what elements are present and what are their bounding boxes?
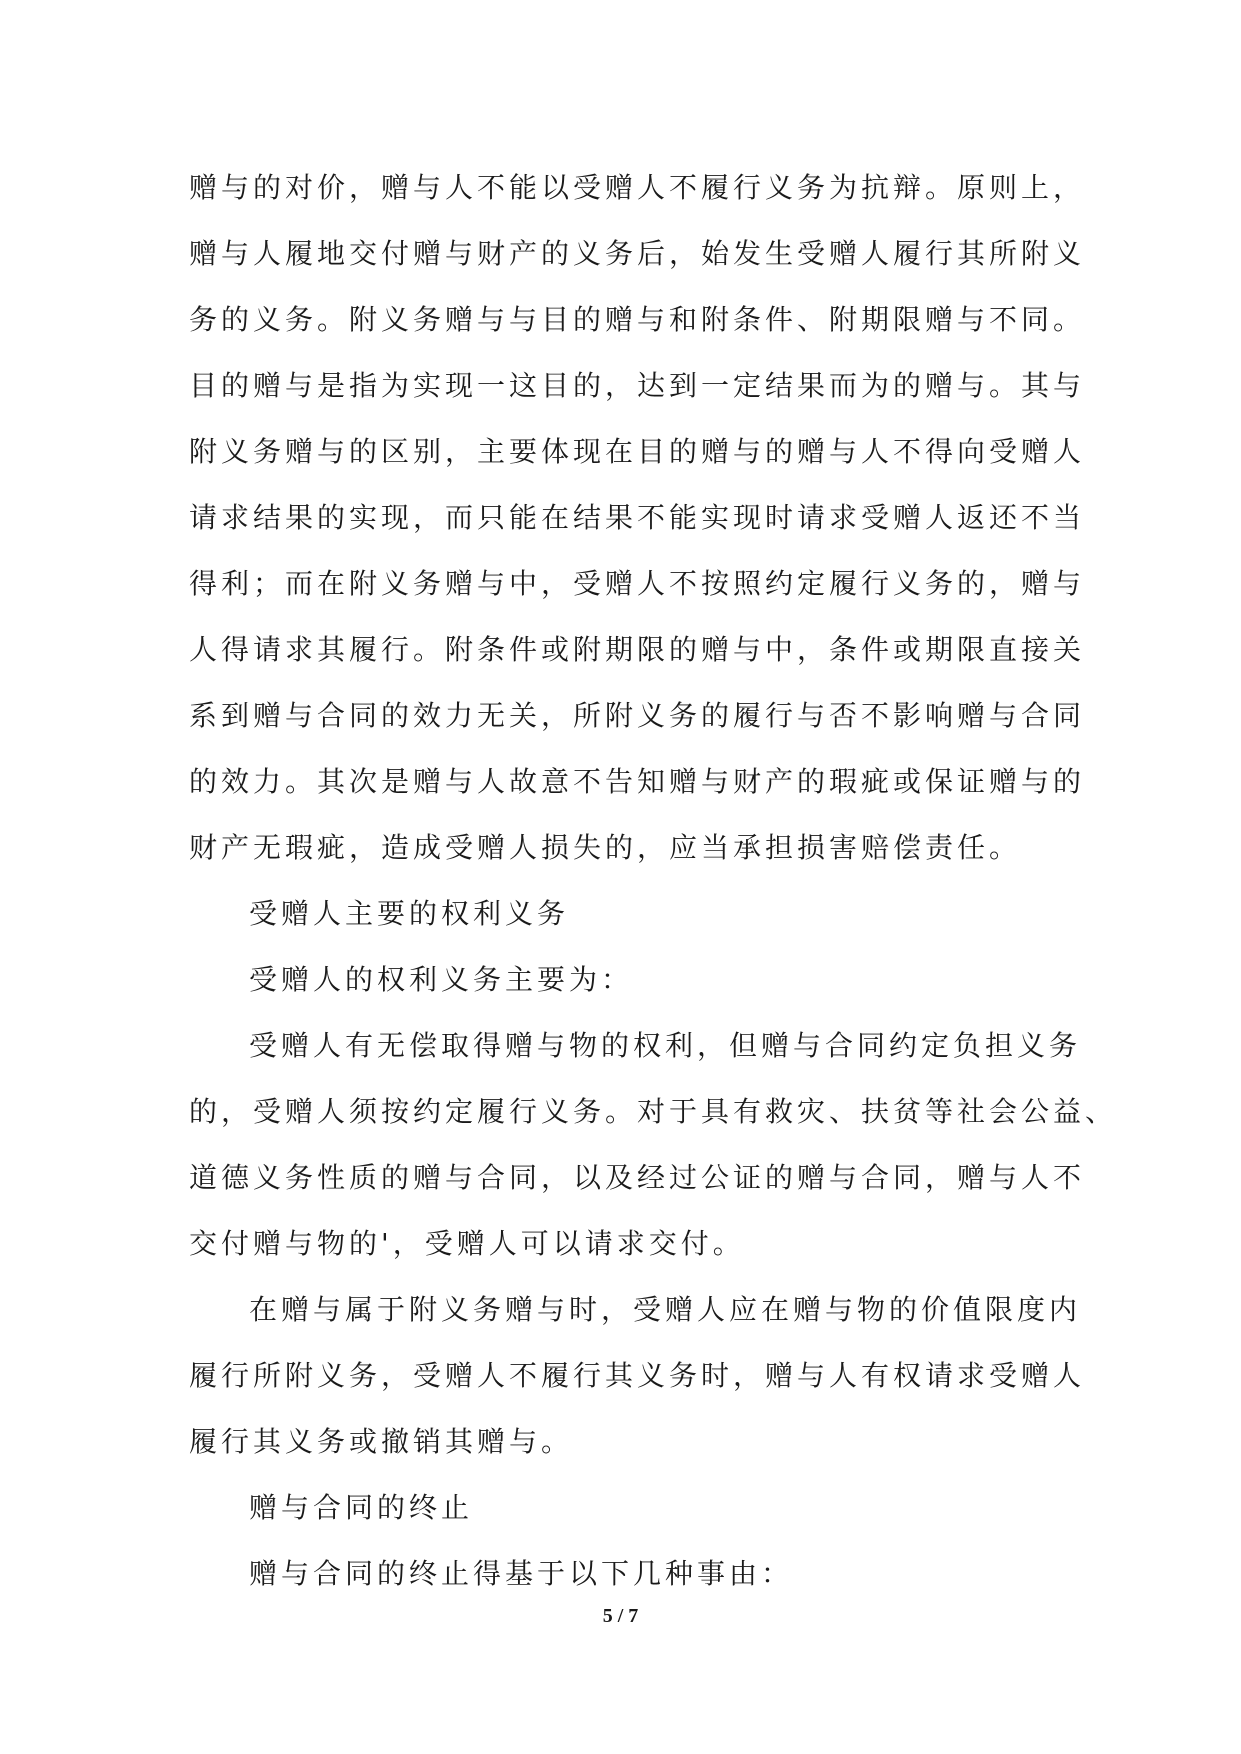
body-line: 赠与合同的终止得基于以下几种事由：: [249, 1557, 794, 1590]
body-line: 赠与人履地交付赠与财产的义务后，始发生受赠人履行其所附义: [189, 237, 1086, 270]
page-number: 5 / 7: [602, 1605, 639, 1627]
body-line: 财产无瑕疵，造成受赠人损失的，应当承担损害赔偿责任。: [189, 831, 1022, 864]
body-line: 履行其义务或撤销其赠与。: [189, 1425, 574, 1458]
body-line: 在赠与属于附义务赠与时，受赠人应在赠与物的价值限度内: [249, 1293, 1082, 1326]
body-line: 务的义务。附义务赠与与目的赠与和附条件、附期限赠与不同。: [189, 303, 1086, 336]
document-body: [189, 155, 1118, 1607]
body-line: 的，受赠人须按约定履行义务。对于具有救灾、扶贫等社会公益、: [189, 1095, 1118, 1128]
body-line: 赠与的对价，赠与人不能以受赠人不履行义务为抗辩。原则上，: [189, 171, 1086, 204]
section-heading: 赠与合同的终止: [249, 1491, 474, 1524]
body-line: 附义务赠与的区别，主要体现在目的赠与的赠与人不得向受赠人: [189, 435, 1086, 468]
body-line: 受赠人有无偿取得赠与物的权利，但赠与合同约定负担义务: [249, 1029, 1082, 1062]
body-line: 目的赠与是指为实现一这目的，达到一定结果而为的赠与。其与: [189, 369, 1086, 402]
body-line: 得利；而在附义务赠与中，受赠人不按照约定履行义务的，赠与: [189, 567, 1086, 600]
body-line: 交付赠与物的'，受赠人可以请求交付。: [189, 1227, 745, 1260]
body-line: 道德义务性质的赠与合同，以及经过公证的赠与合同，赠与人不: [189, 1161, 1086, 1194]
body-line: 系到赠与合同的效力无关，所附义务的履行与否不影响赠与合同: [189, 699, 1086, 732]
body-line: 请求结果的实现，而只能在结果不能实现时请求受赠人返还不当: [189, 501, 1086, 534]
body-line: 履行所附义务，受赠人不履行其义务时，赠与人有权请求受赠人: [189, 1359, 1086, 1392]
section-heading: 受赠人主要的权利义务: [249, 897, 570, 930]
body-line: 受赠人的权利义务主要为：: [249, 963, 634, 996]
body-line: 的效力。其次是赠与人故意不告知赠与财产的瑕疵或保证赠与的: [189, 765, 1086, 798]
body-line: 人得请求其履行。附条件或附期限的赠与中，条件或期限直接关: [189, 633, 1086, 666]
